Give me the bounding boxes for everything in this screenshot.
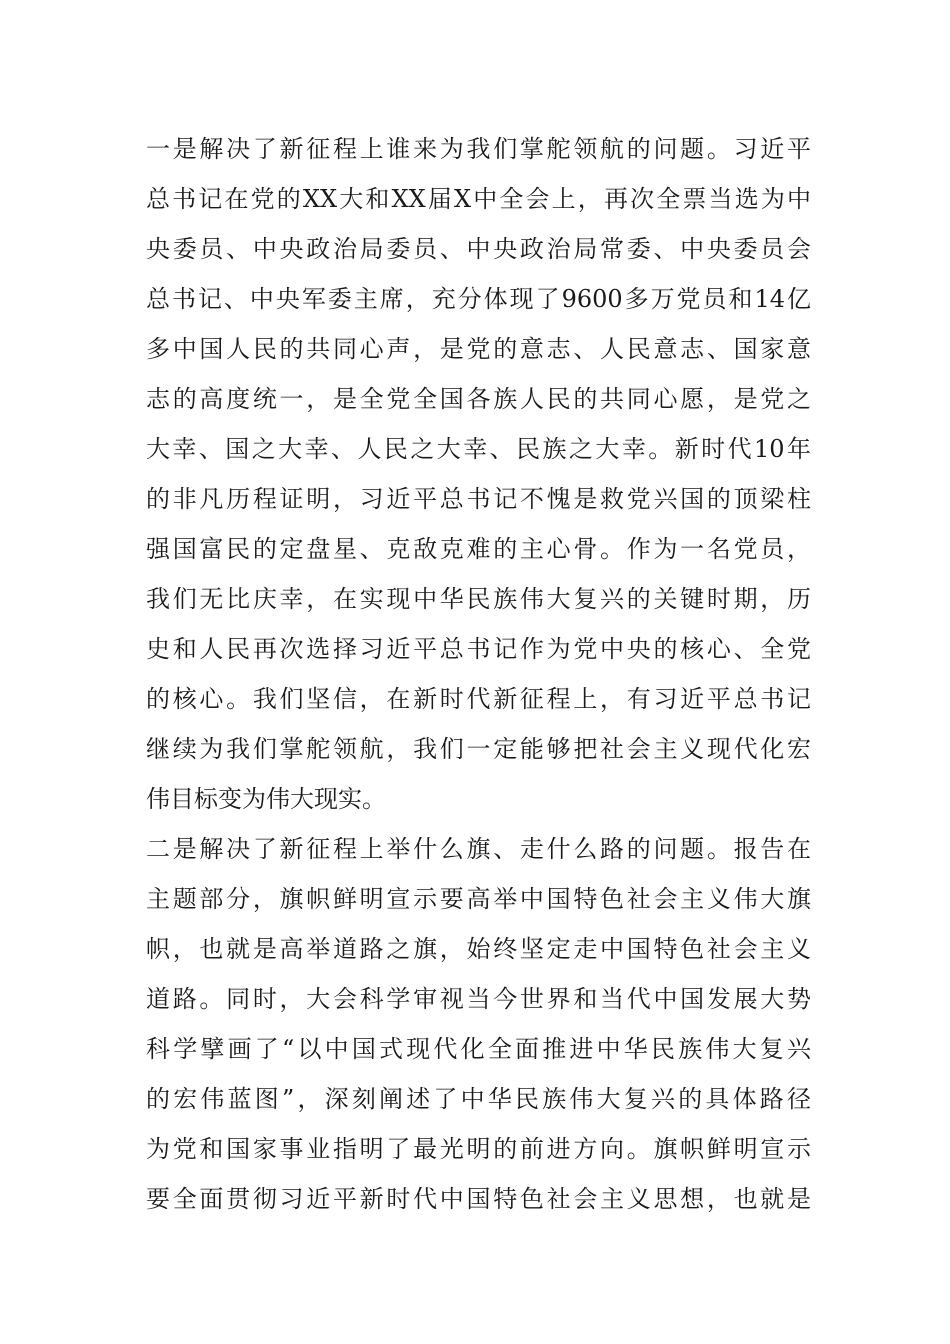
text-line: 伟目标变为伟大现实。 [146, 785, 386, 813]
text-line: 总书记、中央军委主席，充分体现了9600多万党员和14亿 [146, 285, 811, 313]
paragraph-2 [146, 824, 811, 1224]
text-line: 史和人民再次选择习近平总书记作为党中央的核心、全党 [146, 635, 811, 663]
text-line: 的核心。我们坚信，在新时代新征程上，有习近平总书记 [146, 685, 811, 713]
text-line: 我们无比庆幸，在实现中华民族伟大复兴的关键时期，历 [146, 585, 811, 613]
document-body [146, 124, 811, 1224]
text-line: 道路。同时，大会科学审视当今世界和当代中国发展大势 [146, 985, 811, 1013]
text-line: 强国富民的定盘星、克敌克难的主心骨。作为一名党员， [146, 535, 811, 563]
text-line: 一是解决了新征程上谁来为我们掌舵领航的问题。习近平 [146, 135, 811, 163]
text-line: 为党和国家事业指明了最光明的前进方向。旗帜鲜明宣示 [146, 1135, 811, 1163]
paragraph-1 [146, 124, 811, 824]
text-line: 多中国人民的共同心声，是党的意志、人民意志、国家意 [146, 335, 811, 363]
text-line: 主题部分，旗帜鲜明宣示要高举中国特色社会主义伟大旗 [146, 885, 811, 913]
text-line: 二是解决了新征程上举什么旗、走什么路的问题。报告在 [146, 835, 811, 863]
text-line: 要全面贯彻习近平新时代中国特色社会主义思想，也就是 [146, 1185, 811, 1213]
text-line: 的宏伟蓝图”，深刻阐述了中华民族伟大复兴的具体路径 [146, 1085, 811, 1113]
text-line: 大幸、国之大幸、人民之大幸、民族之大幸。新时代10年 [146, 435, 811, 463]
text-line: 的非凡历程证明，习近平总书记不愧是救党兴国的顶梁柱 [146, 485, 811, 513]
text-line: 帜，也就是高举道路之旗，始终坚定走中国特色社会主义 [146, 935, 811, 963]
text-line: 志的高度统一，是全党全国各族人民的共同心愿，是党之 [146, 385, 811, 413]
text-line: 央委员、中央政治局委员、中央政治局常委、中央委员会 [146, 235, 811, 263]
text-line: 科学擘画了“以中国式现代化全面推进中华民族伟大复兴 [146, 1035, 811, 1063]
text-line: 继续为我们掌舵领航，我们一定能够把社会主义现代化宏 [146, 735, 811, 763]
text-line: 总书记在党的XX大和XX届X中全会上，再次全票当选为中 [146, 185, 811, 213]
